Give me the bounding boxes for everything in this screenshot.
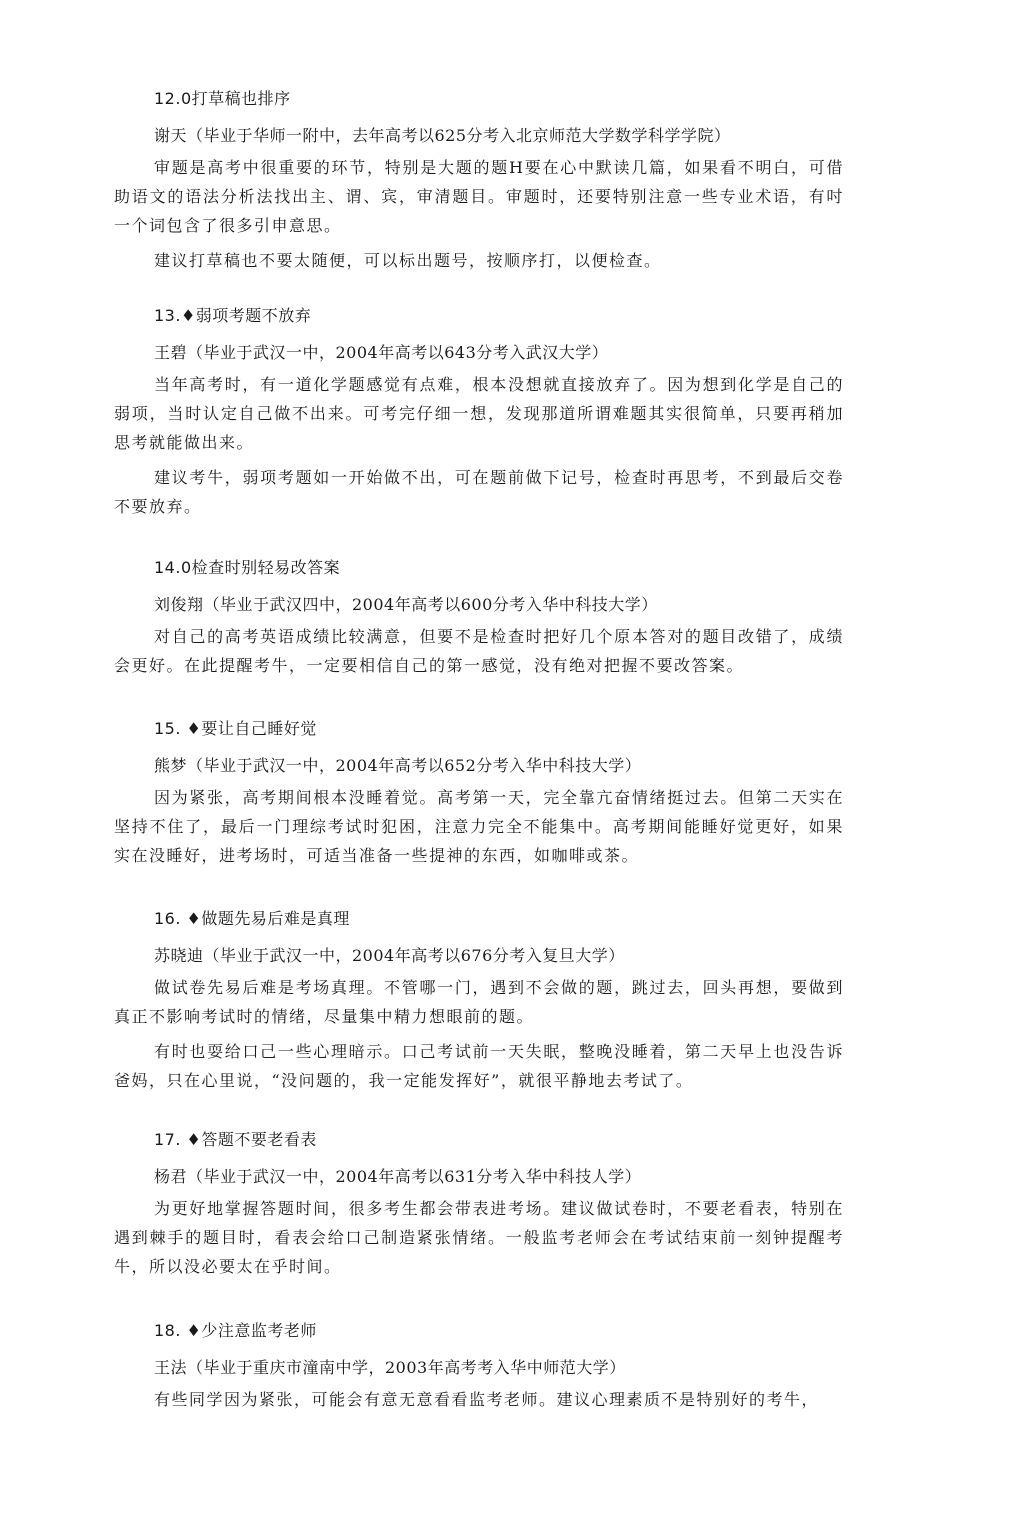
section-heading: 17. ♦答题不要老看表: [154, 1130, 317, 1149]
tip-section-14: [114, 557, 844, 680]
author-line: 王碧（毕业于武汉一中，2004年高考以643分考入武汉大学）: [154, 343, 609, 362]
section-heading: 18. ♦少注意监考老师: [154, 1321, 317, 1340]
author-line: 谢天（毕业于华师一附中，去年高考以625分考入北京师范大学数学科学学院）: [154, 126, 731, 145]
author-line: 刘俊翔（毕业于武汉四中，2004年高考以600分考入华中科技大学）: [154, 595, 658, 614]
author-line: 苏晓迪（毕业于武汉一中，2004年高考以676分考入复旦大学）: [154, 946, 625, 965]
section-heading: 16. ♦做题先易后难是真理: [154, 909, 350, 928]
tip-section-13: [114, 305, 844, 521]
body-paragraph: 对自己的高考英语成绩比较满意，但要不是检查时把好几个原本答对的题目改错了，成绩会更好。在此提醒考牛，一定要相信自己的第一感觉，没有绝对把握不要改答案。: [114, 627, 844, 675]
tip-section-18: [114, 1320, 844, 1414]
section-heading: 14.0检查时别轻易改答案: [154, 558, 341, 577]
body-paragraph: 做试卷先易后难是考场真理。不管哪一门，遇到不会做的题，跳过去，回头再想，要做到真正不影响考试时的情绪，尽量集中精力想眼前的题。: [114, 978, 844, 1026]
body-paragraph: 审题是高考中很重要的环节，特别是大题的题H要在心中默读几篇，如果看不明白，可借助语文的语法分析法找出主、谓、宾，审清题目。审题时，还要特别注意一些专业术语，有吋一个词包含了很多引申意思。: [114, 158, 844, 235]
body-paragraph: 有些同学因为紧张，可能会有意无意看看监考老师。建议心理素质不是特别好的考牛，: [154, 1390, 820, 1409]
body-paragraph: 因为紧张，高考期间根本没睡着觉。高考第一天，完全靠亢奋情绪挺过去。但第二天实在坚持不住了，最后一门理综考试时犯困，注意力完全不能集中。高考期间能睡好觉更好，如果实在没睡好，进考场时，可适当准备一些提神的东西，如咖啡或茶。: [114, 788, 844, 865]
body-paragraph: 有时也耍给口己一些心理暗示。口己考试前一天失眠，整晚没睡着，第二天早上也没告诉爸妈，只在心里说，“没问题的，我一定能发挥好”，就很平静地去考试了。: [114, 1042, 844, 1090]
author-line: 王法（毕业于重庆市潼南中学，2003年高考考入华中师范大学）: [154, 1358, 626, 1377]
author-line: 杨君（毕业于武汉一中，2004年高考以631分考入华中科技人学）: [154, 1167, 642, 1186]
author-line: 熊梦（毕业于武汉一中，2004年高考以652分考入华中科技大学）: [154, 756, 642, 775]
tip-section-17: [114, 1129, 844, 1281]
tip-section-12: [114, 88, 844, 275]
section-heading: 13.♦弱项考题不放弃: [154, 306, 312, 325]
body-paragraph: 建议考牛，弱项考题如一开始做不出，可在题前做下记号，检查时再思考，不到最后交卷不要放弃。: [114, 468, 844, 516]
tip-section-15: [114, 718, 844, 870]
section-heading: 15. ♦要让自己睡好觉: [154, 719, 317, 738]
tip-section-16: [114, 908, 844, 1095]
body-paragraph: 为更好地掌握答题时间，很多考生都会带表进考场。建议做试卷时，不要老看表，特别在遇到棘手的题目时，看表会给口己制造紧张情绪。一般监考老师会在考试结束前一刻钟提醒考牛，所以没必要太在乎时间。: [114, 1199, 844, 1276]
body-paragraph: 当年高考时，有一道化学题感觉有点难，根本没想就直接放弃了。因为想到化学是自己的弱项，当时认定自己做不出来。可考完仔细一想，发现那道所谓难题其实很简单，只要再稍加思考就能做出来。: [114, 375, 844, 452]
section-heading: 12.0打草稿也排序: [154, 89, 291, 108]
body-paragraph: 建议打草稿也不要太随便，可以标出题号，按顺序打，以便检查。: [154, 251, 662, 270]
